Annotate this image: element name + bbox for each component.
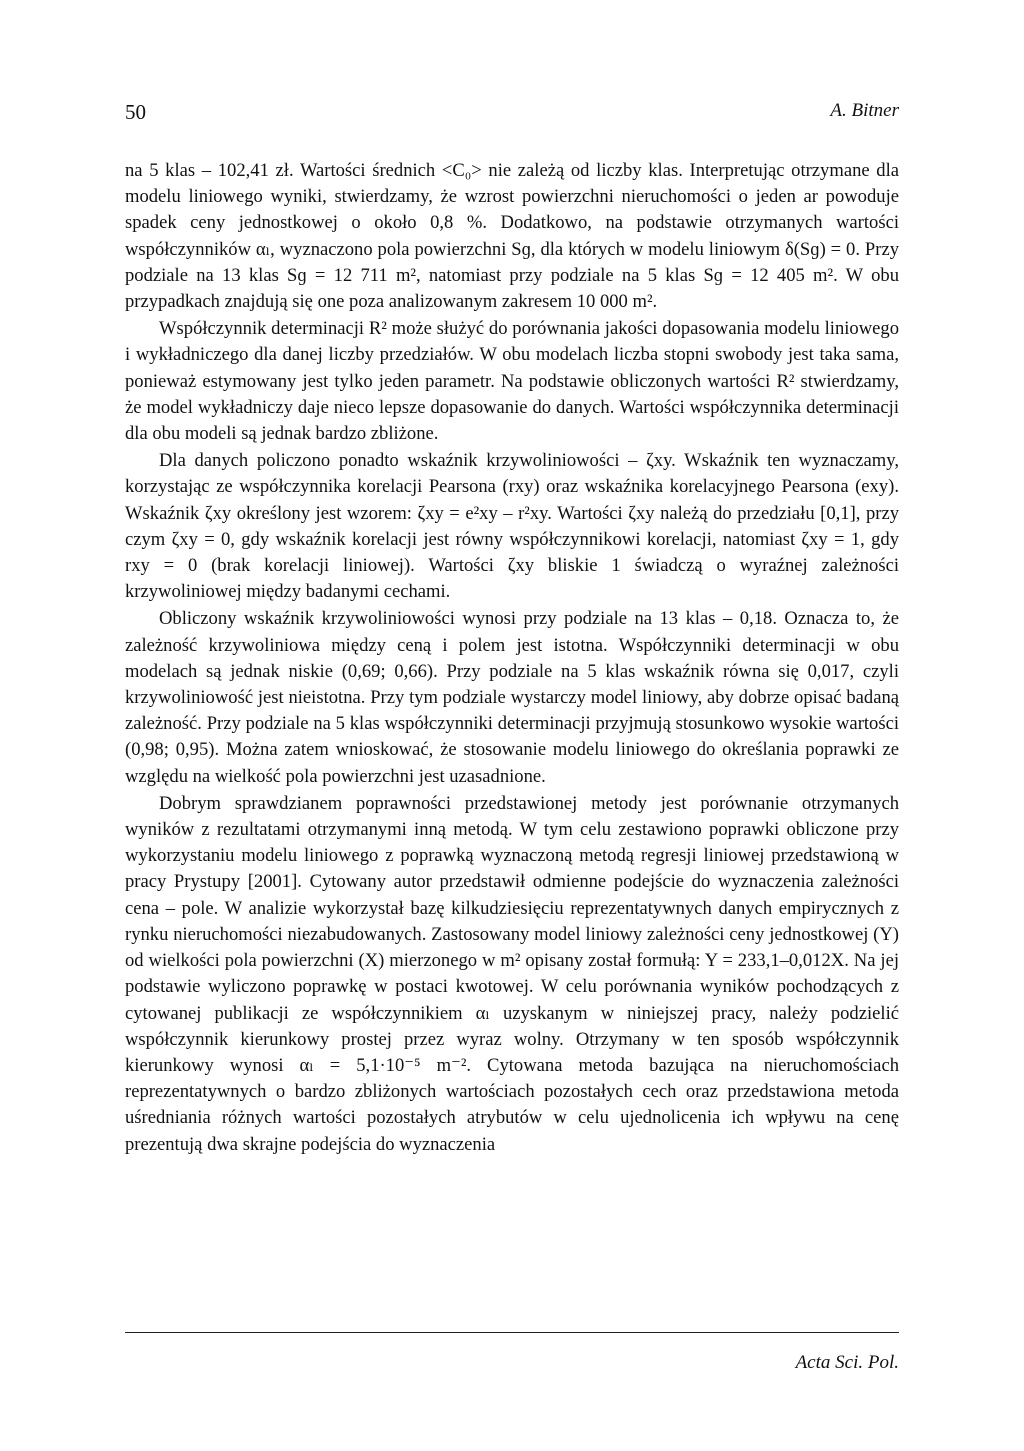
page-number: 50 (125, 100, 146, 124)
footer-rule (125, 1332, 899, 1333)
paragraph-5: Dobrym sprawdzianem poprawności przedstawionej metody jest porównanie otrzymanych wyników z rezultatami otrzymanymi inną metodą. W tym celu zestawiono poprawki obliczone przy wykorzystaniu modelu liniowego z poprawką wyznaczoną metodą regresji liniowej przedstawioną w pracy Prystupy [2001]. Cytowany autor przedstawił odmienne podejście do wyznaczenia zależności cena – pole. W analizie wykorzystał bazę kilkudziesięciu reprezentatywnych danych empirycznych z rynku nieruchomości niezabudowanych. Zastosowany model liniowy zależności ceny jednostkowej (Y) od wielkości pola powierzchni (X) mierzonego w m² opisany został formułą: Y = 233,1–0,012X. Na jej podstawie wyliczono poprawkę w postaci kwotowej. W celu porównania wyników pochodzących z cytowanej publikacji ze współczynnikiem αₗ uzyskanym w niniejszej pracy, należy podzielić współczynnik kierunkowy prostej przez wyraz wolny. Otrzymany w ten sposób współczynnik kierunkowy wynosi αₗ = 5,1·10⁻⁵ m⁻². Cytowana metoda bazująca na nieruchomościach reprezentatywnych o bardzo zbliżonych wartościach pozostałych cech oraz przedstawiona metoda uśredniania różnych wartości pozostałych atrybutów w celu ujednolicenia ich wpływu na cenę prezentują dwa skrajne podejścia do wyznaczenia (125, 792, 899, 1155)
paragraph-1: na 5 klas – 102,41 zł. Wartości średnich <C₀> nie zależą od liczby klas. Interpretując otrzymane dla modelu liniowego wyniki, stwierdzamy, że wzrost powierzchni nieruchomości o jeden ar powoduje spadek ceny jednostkowej o około 0,8 %. Dodatkowo, na podstawie otrzymanych wartości współczynników αₗ, wyznaczono pola powierzchni Sɡ, dla których w modelu liniowym δ(Sɡ) = 0. Przy podziale na 13 klas Sɡ = 12 711 m², natomiast przy podziale na 5 klas Sɡ = 12 405 m². W obu przypadkach znajdują się one poza analizowanym zakresem 10 000 m². (125, 160, 899, 313)
paragraph-3: Dla danych policzono ponadto wskaźnik krzywoliniowości – ζxy. Wskaźnik ten wyznaczamy, korzystając ze współczynnika korelacji Pearsona (rxy) oraz wskaźnika korelacyjnego Pearsona (exy). Wskaźnik ζxy określony jest wzorem: ζxy = e²xy – r²xy. Wartości ζxy należą do przedziału [0,1], przy czym ζxy = 0, gdy wskaźnik korelacji jest równy współczynnikowi korelacji, natomiast ζxy = 1, gdy rxy = 0 (brak korelacji liniowej). Wartości ζxy bliskie 1 świadczą o wyraźnej zależności krzywoliniowej między badanymi cechami. (125, 450, 899, 603)
paragraph-4: Obliczony wskaźnik krzywoliniowości wynosi przy podziale na 13 klas – 0,18. Oznacza to, że zależność krzywoliniowa między ceną i polem jest istotna. Współczynniki determinacji w obu modelach są jednak niskie (0,69; 0,66). Przy podziale na 5 klas wskaźnik równa się 0,017, czyli krzywoliniowość jest nieistotna. Przy tym podziale wystarczy model liniowy, aby dobrze opisać badaną zależność. Przy podziale na 5 klas współczynniki determinacji przyjmują stosunkowo wysokie wartości (0,98; 0,95). Można zatem wnioskować, że stosowanie modelu liniowego do określania poprawki ze względu na wielkość pola powierzchni jest uzasadnione. (125, 608, 899, 787)
page-header (125, 100, 899, 130)
body-text (125, 158, 899, 1158)
paragraph-2: Współczynnik determinacji R² może służyć do porównania jakości dopasowania modelu liniowego i wykładniczego dla danej liczby przedziałów. W obu modelach liczba stopni swobody jest taka sama, ponieważ estymowany jest tylko jeden parametr. Na podstawie obliczonych wartości R² stwierdzamy, że model wykładniczy daje nieco lepsze dopasowanie do danych. Wartości współczynnika determinacji dla obu modeli są jednak bardzo zbliżone. (125, 318, 899, 445)
journal-name: Acta Sci. Pol. (795, 1352, 899, 1373)
running-author: A. Bitner (830, 100, 899, 121)
